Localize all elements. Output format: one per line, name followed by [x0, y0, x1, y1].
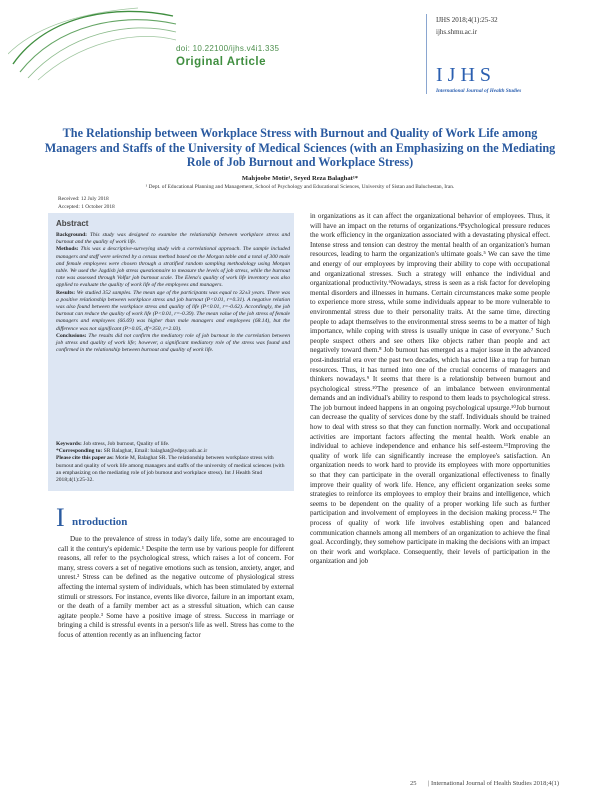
results-text: We studied 352 samples. The mean age of the participants was equal to 32±3 years. There was a positive relationship between workplace stress and job burnout (P<0.01, r=0.31). A negative relation was also found between the workplace stress and quality of life (P<0.01, r=-0.62). Accordingly, the job burnout can reduce the quality of work life (P<0.01, r=-0.39). The mean value of the job stress of female managers and employees (66.69) was higher than male managers and employees (68.14), but the difference was not significant (P>0.05, df=350, t=2.03). [56, 289, 290, 332]
authors: Mahjoobe Motie¹, Seyed Reza Balaghat¹* [241, 175, 359, 182]
page-number: 25 [410, 780, 417, 787]
conclusions-label: Conclusions: [56, 332, 87, 339]
header-divider [426, 14, 427, 94]
cite-text: Motie M, Balaghat SR. The relationship between workplace stress with burnout and quality of work life among managers and staffs of the university of medical sciences (with an emphasizing on the mediating role of job burnout and workplace stress). Int J Health Stud 2018;4(1):25-32. [56, 455, 285, 484]
journal-site[interactable]: ijhs.shmu.ac.ir [436, 28, 478, 36]
methods-label: Methods: [56, 246, 79, 253]
keywords-label: Keywords: [56, 441, 82, 447]
corresponding-text[interactable]: SR Balaghat, Email: balaghat@edpsy.usb.ac.ir [103, 448, 208, 455]
intro-column-1 [58, 535, 294, 641]
methods-text: This was a descriptive-surveying study with a correlational approach. The sample included managers and staff were selected by a census method based on the Morgan table and a total of 300 male and female employees were chosen through a stratified random sampling methodology using Morgan table. We used the Jagdish job stress questionnaire to measure the levels of job stress, while the burnout rate was assessed through Volfar job burnout scale. The Elena's quality of work life inventory was also applied to evaluate the quality of work life of the employees and managers. [56, 246, 290, 289]
results-label: Results: [56, 289, 76, 296]
paper-title: The Relationship between Workplace Stress with Burnout and Quality of Work Life among Managers and Staffs of the University of Medical Sciences (with an Emphasizing on the Mediating Role of Job Burnout and Workplace Stress) [44, 126, 556, 170]
intro-paragraph-2: in organizations as it can affect the organizational behavior of employees. Thus, it will have an impact on the returns of organizations.⁴Psychological pressure reduces the work efficiency in the organization associated with a devastating physical effect. Intense stress and tension can destroy the mental health of an organization's human resources, leading to harm the organization's ultimate goals.⁵ We can save the time and energy of our employees by improving their ability to cope with occupational and organizational stresses. Such a strategy will enhance the individual and organizational productivity.⁶Nowadays, stress is seen as a risk factor for developing mental disorders and illnesses in humans. Certain circumstances make some people to experience more stress, while some individuals appear to be more vulnerable to environmental stress due to their personality traits. At the same time, directing people to adapt themselves to the environmental stress seems to be a matter of high importance, while coping with stress is usually unique in case of everyone.⁷ Such people suspect others and see others like objects rather than people and act negatively toward them.⁸ Job burnout has emerged as a major issue in the advanced post-industrial era over the past two decades, which has acted like a trap for human resources. Thus, it has turned into one of the crucial concerns of managers and thinkers nowadays.⁹ It seems that there is a relationship between burnout and psychological stress.¹⁰The presence of an imbalance between environmental demands and an individual's ability to respond to them leads to psychological stress. The job burnout indeed happens in an ongoing psychological upsurge.¹⁰Job burnout can decrease the quality of services done by the staff. Individuals should be trained how to deal with stress so that they can function normally. Work and occupational activities are important factors affecting the mental health. Work enable an individual to achieve independence and enhance his self-esteem.¹¹Improving the quality of work life can significantly increase the employee's satisfaction. An organization needs to work hard to provide its employees with more opportunities so that they can participate in the overall organizational effectiveness to finally improve their quality of work life. Hence, any efficient organization seeks some strategies to reinforce its employees to employ their brains and intelligence, which seems to be dependent on the quality of a proper working life such as further participation and involvement of employees in the decision making process.¹² The process of quality of work life involves establishing open and balanced communication channels among all members of an organization to achieve the final goal. Accordingly, they somehow participate in making the decisions with an impact on their work and workplace. Consequently, their levels of participation in the organization and job [310, 212, 550, 566]
abstract-body [56, 232, 290, 354]
cite-label: Please cite this paper as: [56, 455, 114, 462]
intro-paragraph-1: Due to the prevalence of stress in today's daily life, some are encouraged to call it the century's epidemic.¹ Despite the term use by various people for different reasons, all refer to the psychological stress, which raises a lot of concern. For many, stress covers a set of negative emotions such as tension, anxiety, anger, and unrest.² Stress can be defined as the negative outcome of physiological stress affecting the internal system of individuals, which has been stimulated by external stimuli or stressors. For instance, events like divorce, failure in an important exam, or the death of a family member act as a stressful situation, which can cause agitate people.³ Some have a positive image of stress. Success in marriage or bringing a child is stressful events in a person's life as well. Stress has come to the focus of attention recently as an influencing factor [58, 535, 294, 639]
footer-journal: | International Journal of Health Studies 2018;4(1) [428, 780, 560, 787]
journal-citation: IJHS 2018;4(1):25-32 [436, 16, 498, 24]
background-label: Background: [56, 232, 88, 238]
affiliation: ¹ Dept. of Educational Planning and Management, School of Psychology and Educational Sciences, University of Sistan and Baluchestan, Iran. [145, 184, 455, 190]
intro-column-2 [310, 212, 550, 567]
journal-full-name: International Journal of Health Studies [436, 88, 522, 94]
article-type: Original Article [176, 56, 267, 68]
abstract-meta [56, 441, 290, 484]
abstract-heading: Abstract [56, 219, 89, 228]
corresponding-label: *Corresponding to: [56, 448, 103, 455]
journal-logo-abbr: IJHS [436, 64, 497, 86]
background-text: This study was designed to examine the relationship between workplace stress and burnout and the quality of work life. [56, 232, 291, 246]
keywords-text: Job stress, Job burnout, Quality of life. [83, 441, 170, 447]
journal-swirl-logo [8, 4, 178, 82]
doi[interactable]: doi: 10.22100/ijhs.v4i1.335 [176, 44, 280, 53]
page-footer [410, 780, 559, 787]
intro-drop-letter: I [56, 503, 65, 532]
conclusions-text: The results did not confirm the mediatory role of job burnout in the correlation between job stress and quality of work life; however, a significant mediatory role of the stress was found and confirmed in the relationship between burnout and quality of work life. [56, 332, 290, 354]
intro-heading: ntroduction [72, 516, 128, 528]
received-date: Received: 12 July 2018 [58, 196, 109, 202]
accepted-date: Accepted: 1 October 2018 [58, 204, 115, 210]
